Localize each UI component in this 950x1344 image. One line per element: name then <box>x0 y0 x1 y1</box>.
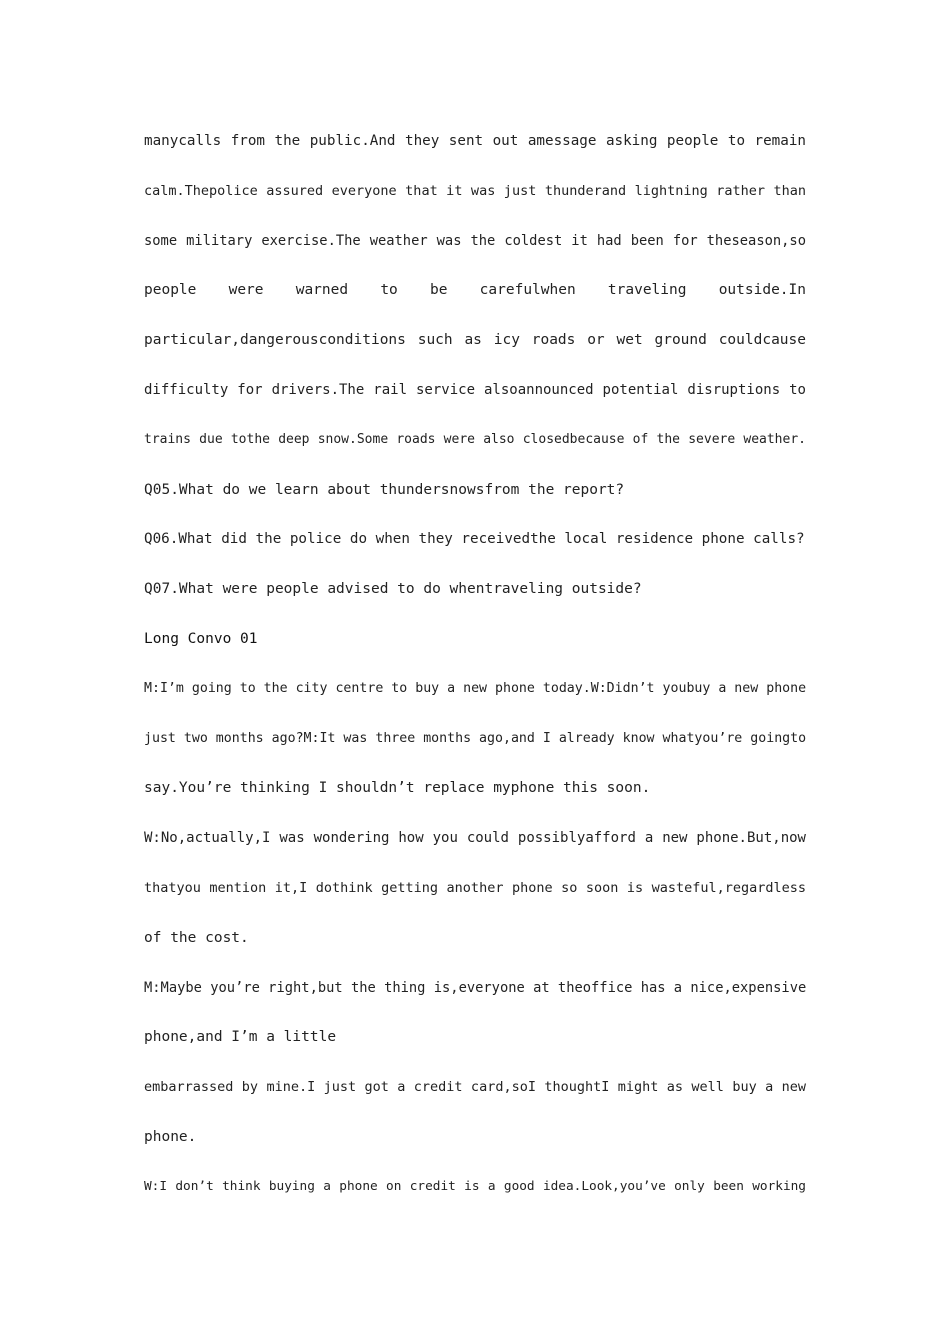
dialogue-line: thatyou mention it,I dothink getting another phone so soon is wasteful,regardless <box>144 879 806 896</box>
dialogue-line: M:I’m going to the city centre to buy a new phone today.W:Didn’t youbuy a new phone <box>144 680 806 696</box>
dialogue-line: just two months ago?M:It was three months ago,and I already know whatyou’re goingto <box>144 730 806 746</box>
question-line: Q07.What were people advised to do whentraveling outside? <box>144 581 642 598</box>
paragraph-line: manycalls from the public.And they sent out amessage asking people to remain <box>144 133 806 149</box>
dialogue-line: phone,and I’m a little <box>144 1029 337 1046</box>
dialogue-line: phone. <box>144 1128 197 1145</box>
paragraph-line: particular,dangerousconditions such as icy roads or wet ground couldcause <box>144 332 806 349</box>
paragraph-line: calm.Thepolice assured everyone that it was just thunderand lightning rather than <box>144 182 806 199</box>
section-heading: Long Convo 01 <box>144 630 258 647</box>
question-line: Q06.What did the police do when they receivedthe local residence phone calls? <box>144 531 805 548</box>
paragraph-line: some military exercise.The weather was the coldest it had been for theseason,so <box>144 232 806 249</box>
dialogue-line: say.You’re thinking I shouldn’t replace myphone this soon. <box>144 780 651 797</box>
document-body <box>144 128 806 1224</box>
paragraph-line: people were warned to be carefulwhen traveling outside.In <box>144 282 806 299</box>
question-line: Q05.What do we learn about thundersnowsfrom the report? <box>144 481 625 498</box>
dialogue-line: of the cost. <box>144 929 249 946</box>
paragraph-line: trains due tothe deep snow.Some roads were also closedbecause of the severe weather. <box>144 431 806 447</box>
dialogue-line: M:Maybe you’re right,but the thing is,everyone at theoffice has a nice,expensive <box>144 979 806 996</box>
dialogue-line: W:I don’t think buying a phone on credit is a good idea.Look,you’ve only been working <box>144 1178 806 1194</box>
dialogue-line: W:No,actually,I was wondering how you could possiblyafford a new phone.But,now <box>144 830 806 847</box>
dialogue-line: embarrassed by mine.I just got a credit card,soI thoughtI might as well buy a new <box>144 1079 806 1096</box>
paragraph-line: difficulty for drivers.The rail service alsoannounced potential disruptions to <box>144 381 806 398</box>
